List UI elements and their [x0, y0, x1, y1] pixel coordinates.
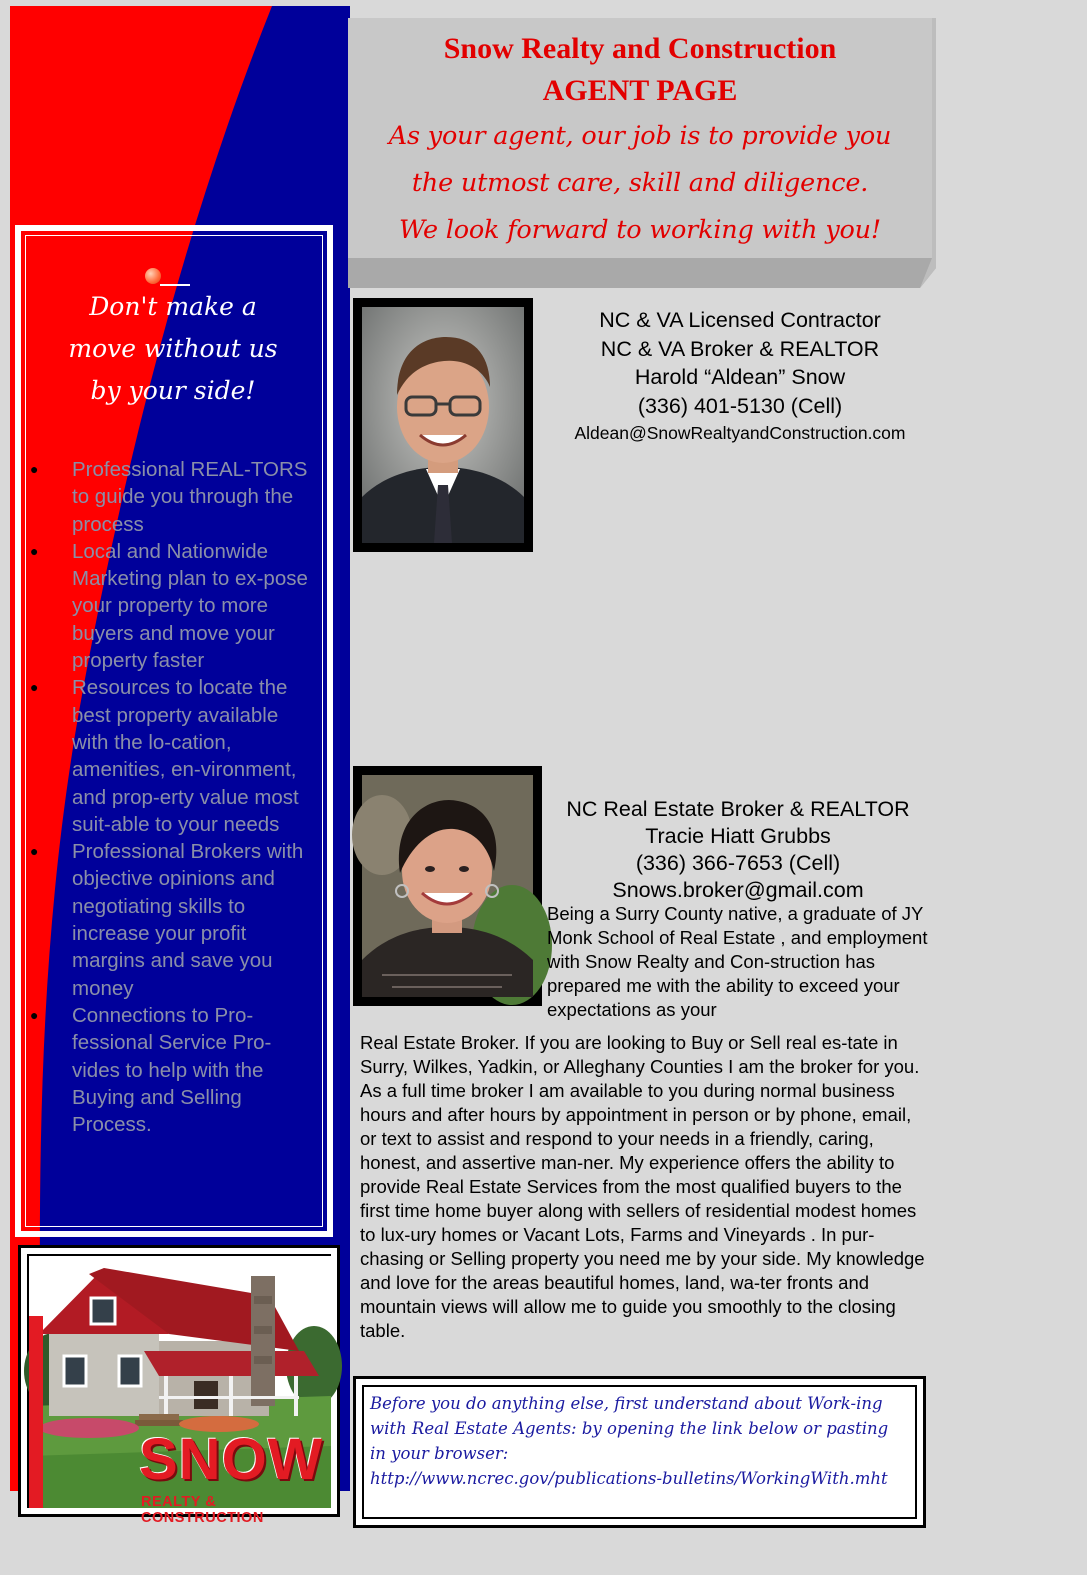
benefit-text: Connections to Pro-fessional Service Pro-vides to help with the Buying and Selling Process.	[72, 1003, 272, 1137]
benefit-item	[30, 456, 312, 538]
page-title-line-2: AGENT PAGE	[542, 74, 738, 107]
agent-photo-harold	[353, 298, 533, 552]
page-title	[348, 28, 932, 112]
benefit-item	[30, 838, 312, 1002]
logo-word: SNOW	[139, 1427, 324, 1492]
logo-box	[18, 1245, 340, 1526]
bullet-icon: ●	[30, 1006, 39, 1023]
logo-subtitle: REALTY & CONSTRUCTION	[141, 1494, 264, 1526]
header-tagline	[348, 113, 932, 254]
header-panel	[348, 18, 932, 258]
agent-credential: NC & VA Licensed Contractor	[599, 308, 881, 332]
agent-phone: (336) 366-7653 (Cell)	[635, 851, 841, 875]
benefit-text: Professional Brokers with objective opinions and negotiating skills to increase your profit margins and save you money	[72, 840, 304, 1000]
portrait-harold	[362, 307, 524, 543]
agent-bio-part-1: Being a Surry County native, a graduate of JY Monk School of Real Estate , and employment with Snow Realty and Con-struction has prepared me with the ability to exceed your expectations as your	[547, 903, 928, 1020]
benefit-text: Local and Nationwide Marketing plan to ex-pose your property to more buyers and move your property faster	[72, 539, 308, 673]
benefit-item	[30, 1002, 312, 1138]
portrait-tracie	[362, 775, 533, 997]
agent-name: Harold “Aldean” Snow	[634, 365, 846, 389]
benefits-list	[30, 456, 312, 1138]
bullet-icon: ●	[30, 461, 39, 477]
slogan	[28, 286, 318, 412]
agent-bio-part-2: Real Estate Broker. If you are looking to Buy or Sell real es-tate in Surry, Wilkes, Yadkin, or Alleghany Counties I am the broker for you. As a full time broker I am available to you during normal business hours and after hours by appointment in person or by phone, email, or text to assist and respond to your needs in a friendly, caring, honest, and assertive man-ner. My experience offers the ability to provide Real Estate Services from the most qualified buyers to the first time home buyer along with sellers of residential modest homes to lux-ury homes or Vacant Lots, Farms and Vineyards . In pur-chasing or Selling property you need me by your side. My knowledge and love for the areas beautiful homes, land, wa-ter fronts and mountain views will allow me to guide you smoothly to the closing table.	[360, 1032, 925, 1341]
slogan-line-2: move without us	[68, 334, 278, 363]
working-with-agents-link[interactable]: http://www.ncrec.gov/publications-bulletins/WorkingWith.mht	[370, 1469, 888, 1488]
logo-box-inner	[27, 1254, 331, 1526]
agent-email[interactable]: Aldean@SnowRealtyandConstruction.com	[574, 423, 906, 443]
slogan-line-1: Don't make a	[89, 292, 257, 321]
agent-credential: NC & VA Broker & REALTOR	[600, 336, 880, 361]
agent-credential: NC Real Estate Broker & REALTOR	[566, 797, 910, 821]
agent-email[interactable]: Snows.broker@gmail.com	[612, 878, 864, 902]
tagline-line-1: As your agent, our job is to provide you	[388, 121, 892, 151]
notice-text	[370, 1391, 900, 1491]
benefit-item	[30, 674, 312, 838]
notice-box	[353, 1376, 926, 1528]
tagline-line-2: the utmost care, skill and diligence.	[411, 168, 869, 198]
bullet-icon: ●	[30, 679, 39, 696]
agent-name: Tracie Hiatt Grubbs	[645, 824, 831, 848]
tagline-line-3: We look forward to working with you!	[399, 215, 881, 245]
bullet-icon: ●	[30, 542, 39, 559]
notice-message: Before you do anything else, first understand about Work-ing with Real Estate Agents: by opening the link below or pasting in your browser:	[370, 1394, 889, 1463]
benefit-text: Professional REAL-TORS to guide you through the process	[72, 458, 308, 536]
ornament-ball-icon	[145, 268, 161, 284]
bullet-icon: ●	[30, 843, 39, 860]
agent-phone: (336) 401-5130 (Cell)	[637, 393, 843, 418]
benefit-item	[30, 538, 312, 674]
page-title-line-1: Snow Realty and Construction	[443, 32, 837, 65]
agent-card-harold	[545, 306, 935, 446]
benefit-text: Resources to locate the best property available with the lo-cation, amenities, en-vironment, and prop-erty value most suit-able to your needs	[72, 676, 299, 836]
slogan-line-3: by your side!	[90, 376, 256, 405]
agent-card-tracie	[543, 796, 933, 904]
agent-photo-tracie	[353, 766, 542, 1006]
